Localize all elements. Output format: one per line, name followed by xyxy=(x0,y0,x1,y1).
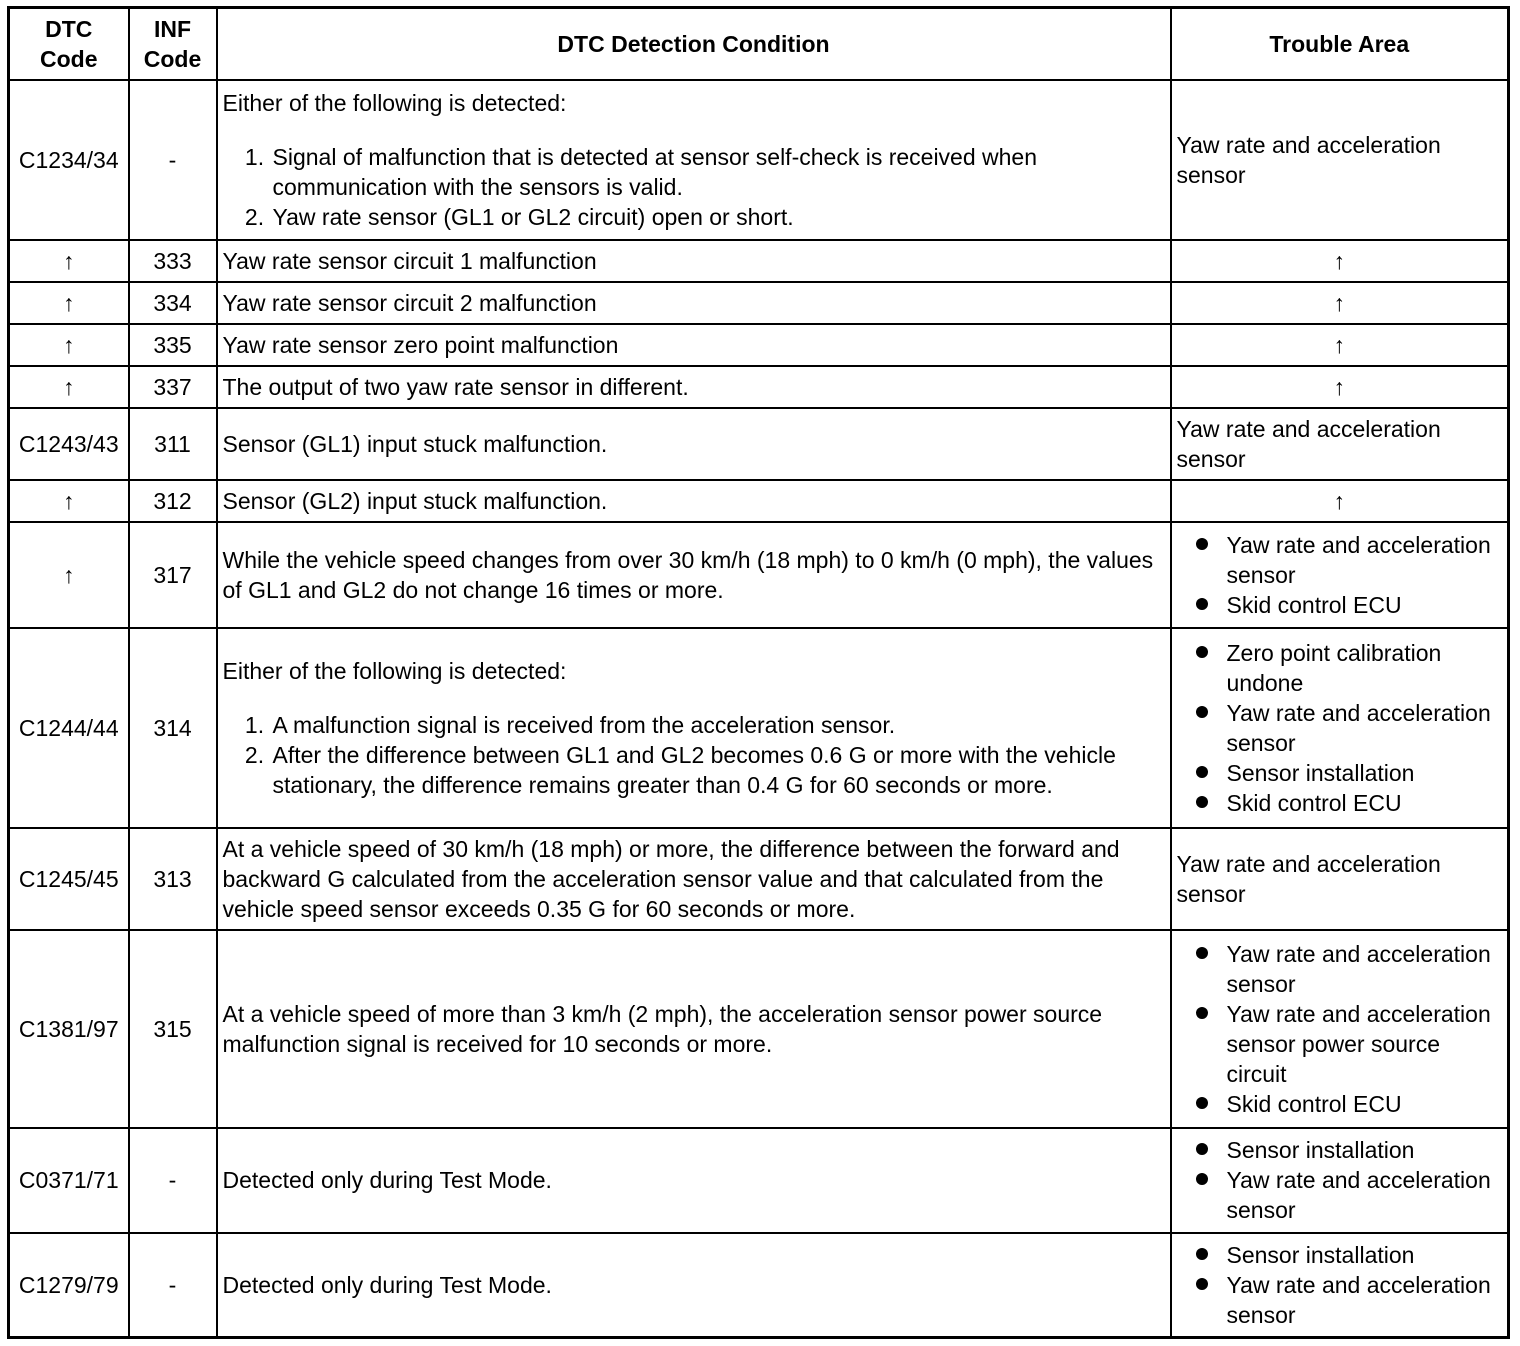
inf-code-cell: - xyxy=(129,80,217,240)
trouble-area-bullet-item: Zero point calibration undone xyxy=(1177,638,1503,698)
detection-condition-cell: Yaw rate sensor circuit 2 malfunction xyxy=(217,282,1171,324)
trouble-area-same-arrow: ↑ xyxy=(1171,240,1509,282)
condition-list-item: 1. A malfunction signal is received from the acceleration sensor. xyxy=(271,710,1165,740)
table-row xyxy=(9,282,1509,324)
table-row xyxy=(9,522,1509,628)
trouble-area-cell xyxy=(1171,628,1509,828)
inf-code-cell: - xyxy=(129,1233,217,1338)
condition-spacer xyxy=(223,686,1165,710)
table-row xyxy=(9,240,1509,282)
inf-code-cell: 335 xyxy=(129,324,217,366)
trouble-area-cell: Yaw rate and acceleration sensor xyxy=(1171,828,1509,930)
inf-code-cell: 314 xyxy=(129,628,217,828)
trouble-area-bullet-item: Yaw rate and acceleration sensor xyxy=(1177,1270,1503,1330)
detection-condition-cell: Sensor (GL1) input stuck malfunction. xyxy=(217,408,1171,480)
dtc-code-cell: C1244/44 xyxy=(9,628,129,828)
trouble-area-list xyxy=(1177,1240,1503,1330)
table-row xyxy=(9,366,1509,408)
trouble-area-same-arrow: ↑ xyxy=(1171,282,1509,324)
header-trouble-area: Trouble Area xyxy=(1171,8,1509,80)
dtc-code-same-arrow: ↑ xyxy=(9,480,129,522)
trouble-area-cell: Yaw rate and acceleration sensor xyxy=(1171,408,1509,480)
table-row xyxy=(9,930,1509,1128)
trouble-area-cell xyxy=(1171,1233,1509,1338)
trouble-area-list xyxy=(1177,939,1503,1119)
trouble-area-cell: Yaw rate and acceleration sensor xyxy=(1171,80,1509,240)
dtc-code-same-arrow: ↑ xyxy=(9,522,129,628)
table-row xyxy=(9,80,1509,240)
header-dtc-code-line-1: DTC xyxy=(45,15,93,42)
header-condition: DTC Detection Condition xyxy=(217,8,1171,80)
trouble-area-bullet-item: Yaw rate and acceleration sensor xyxy=(1177,1165,1503,1225)
trouble-area-same-arrow: ↑ xyxy=(1171,324,1509,366)
trouble-area-list xyxy=(1177,638,1503,818)
header-dtc-code xyxy=(9,8,129,80)
table-row xyxy=(9,1128,1509,1233)
dtc-code-same-arrow: ↑ xyxy=(9,240,129,282)
trouble-area-bullet-item: Yaw rate and acceleration sensor xyxy=(1177,939,1503,999)
trouble-area-same-arrow: ↑ xyxy=(1171,480,1509,522)
trouble-area-list xyxy=(1177,530,1503,620)
trouble-area-bullet-item: Yaw rate and acceleration sensor xyxy=(1177,698,1503,758)
trouble-area-bullet-item: Sensor installation xyxy=(1177,758,1503,788)
inf-code-cell: 334 xyxy=(129,282,217,324)
header-inf-code-line-2: Code xyxy=(143,45,202,72)
detection-condition-cell: Detected only during Test Mode. xyxy=(217,1233,1171,1338)
trouble-area-cell xyxy=(1171,930,1509,1128)
table-header xyxy=(9,8,1509,80)
detection-condition-cell: At a vehicle speed of more than 3 km/h (2 mph), the acceleration sensor power source malfunction signal is received for 10 seconds or more. xyxy=(217,930,1171,1128)
condition-list-item: 1. Signal of malfunction that is detected at sensor self-check is received when communication with the sensors is valid. xyxy=(271,142,1165,202)
trouble-area-cell xyxy=(1171,522,1509,628)
inf-code-cell: 313 xyxy=(129,828,217,930)
inf-code-cell: 337 xyxy=(129,366,217,408)
trouble-area-bullet-item: Yaw rate and acceleration sensor xyxy=(1177,530,1503,590)
detection-condition-cell: Yaw rate sensor circuit 1 malfunction xyxy=(217,240,1171,282)
dtc-code-cell: C1381/97 xyxy=(9,930,129,1128)
inf-code-cell: 317 xyxy=(129,522,217,628)
detection-condition-cell: At a vehicle speed of 30 km/h (18 mph) or more, the difference between the forward and backward G calculated from the acceleration sensor value and that calculated from the vehicle speed sensor exceeds 0.35 G for 60 seconds or more. xyxy=(217,828,1171,930)
trouble-area-cell xyxy=(1171,1128,1509,1233)
inf-code-cell: 333 xyxy=(129,240,217,282)
dtc-table xyxy=(7,6,1510,1339)
table-row xyxy=(9,408,1509,480)
trouble-area-bullet-item: Sensor installation xyxy=(1177,1240,1503,1270)
header-inf-code-line-1: INF xyxy=(153,15,192,42)
trouble-area-bullet-item: Sensor installation xyxy=(1177,1135,1503,1165)
table-row xyxy=(9,480,1509,522)
table-row xyxy=(9,324,1509,366)
detection-condition-cell: The output of two yaw rate sensor in different. xyxy=(217,366,1171,408)
condition-list xyxy=(223,142,1165,232)
inf-code-cell: 312 xyxy=(129,480,217,522)
condition-list-item: 2. Yaw rate sensor (GL1 or GL2 circuit) open or short. xyxy=(271,202,1165,232)
dtc-code-cell: C1279/79 xyxy=(9,1233,129,1338)
table-row xyxy=(9,828,1509,930)
trouble-area-list xyxy=(1177,1135,1503,1225)
condition-list xyxy=(223,710,1165,800)
detection-condition-cell xyxy=(217,628,1171,828)
trouble-area-same-arrow: ↑ xyxy=(1171,366,1509,408)
condition-intro: Either of the following is detected: xyxy=(222,657,567,684)
inf-code-cell: - xyxy=(129,1128,217,1233)
trouble-area-bullet-item: Skid control ECU xyxy=(1177,788,1503,818)
detection-condition-cell: Detected only during Test Mode. xyxy=(217,1128,1171,1233)
dtc-code-same-arrow: ↑ xyxy=(9,282,129,324)
dtc-code-same-arrow: ↑ xyxy=(9,366,129,408)
detection-condition-cell: Sensor (GL2) input stuck malfunction. xyxy=(217,480,1171,522)
dtc-code-cell: C0371/71 xyxy=(9,1128,129,1233)
condition-list-item: 2. After the difference between GL1 and GL2 becomes 0.6 G or more with the vehicle stationary, the difference remains greater than 0.4 G for 60 seconds or more. xyxy=(271,740,1165,800)
table-row xyxy=(9,1233,1509,1338)
condition-spacer xyxy=(223,118,1165,142)
trouble-area-bullet-item: Skid control ECU xyxy=(1177,1089,1503,1119)
detection-condition-cell xyxy=(217,80,1171,240)
inf-code-cell: 311 xyxy=(129,408,217,480)
condition-intro: Either of the following is detected: xyxy=(222,89,567,116)
table-row xyxy=(9,628,1509,828)
detection-condition-cell: While the vehicle speed changes from over 30 km/h (18 mph) to 0 km/h (0 mph), the values of GL1 and GL2 do not change 16 times or more. xyxy=(217,522,1171,628)
trouble-area-bullet-item: Skid control ECU xyxy=(1177,590,1503,620)
inf-code-cell: 315 xyxy=(129,930,217,1128)
dtc-code-cell: C1245/45 xyxy=(9,828,129,930)
dtc-code-same-arrow: ↑ xyxy=(9,324,129,366)
header-inf-code xyxy=(129,8,217,80)
dtc-code-cell: C1234/34 xyxy=(9,80,129,240)
header-dtc-code-line-2: Code xyxy=(40,45,98,72)
trouble-area-bullet-item: Yaw rate and acceleration sensor power source circuit xyxy=(1177,999,1503,1089)
dtc-code-cell: C1243/43 xyxy=(9,408,129,480)
detection-condition-cell: Yaw rate sensor zero point malfunction xyxy=(217,324,1171,366)
table-body xyxy=(9,80,1509,1338)
